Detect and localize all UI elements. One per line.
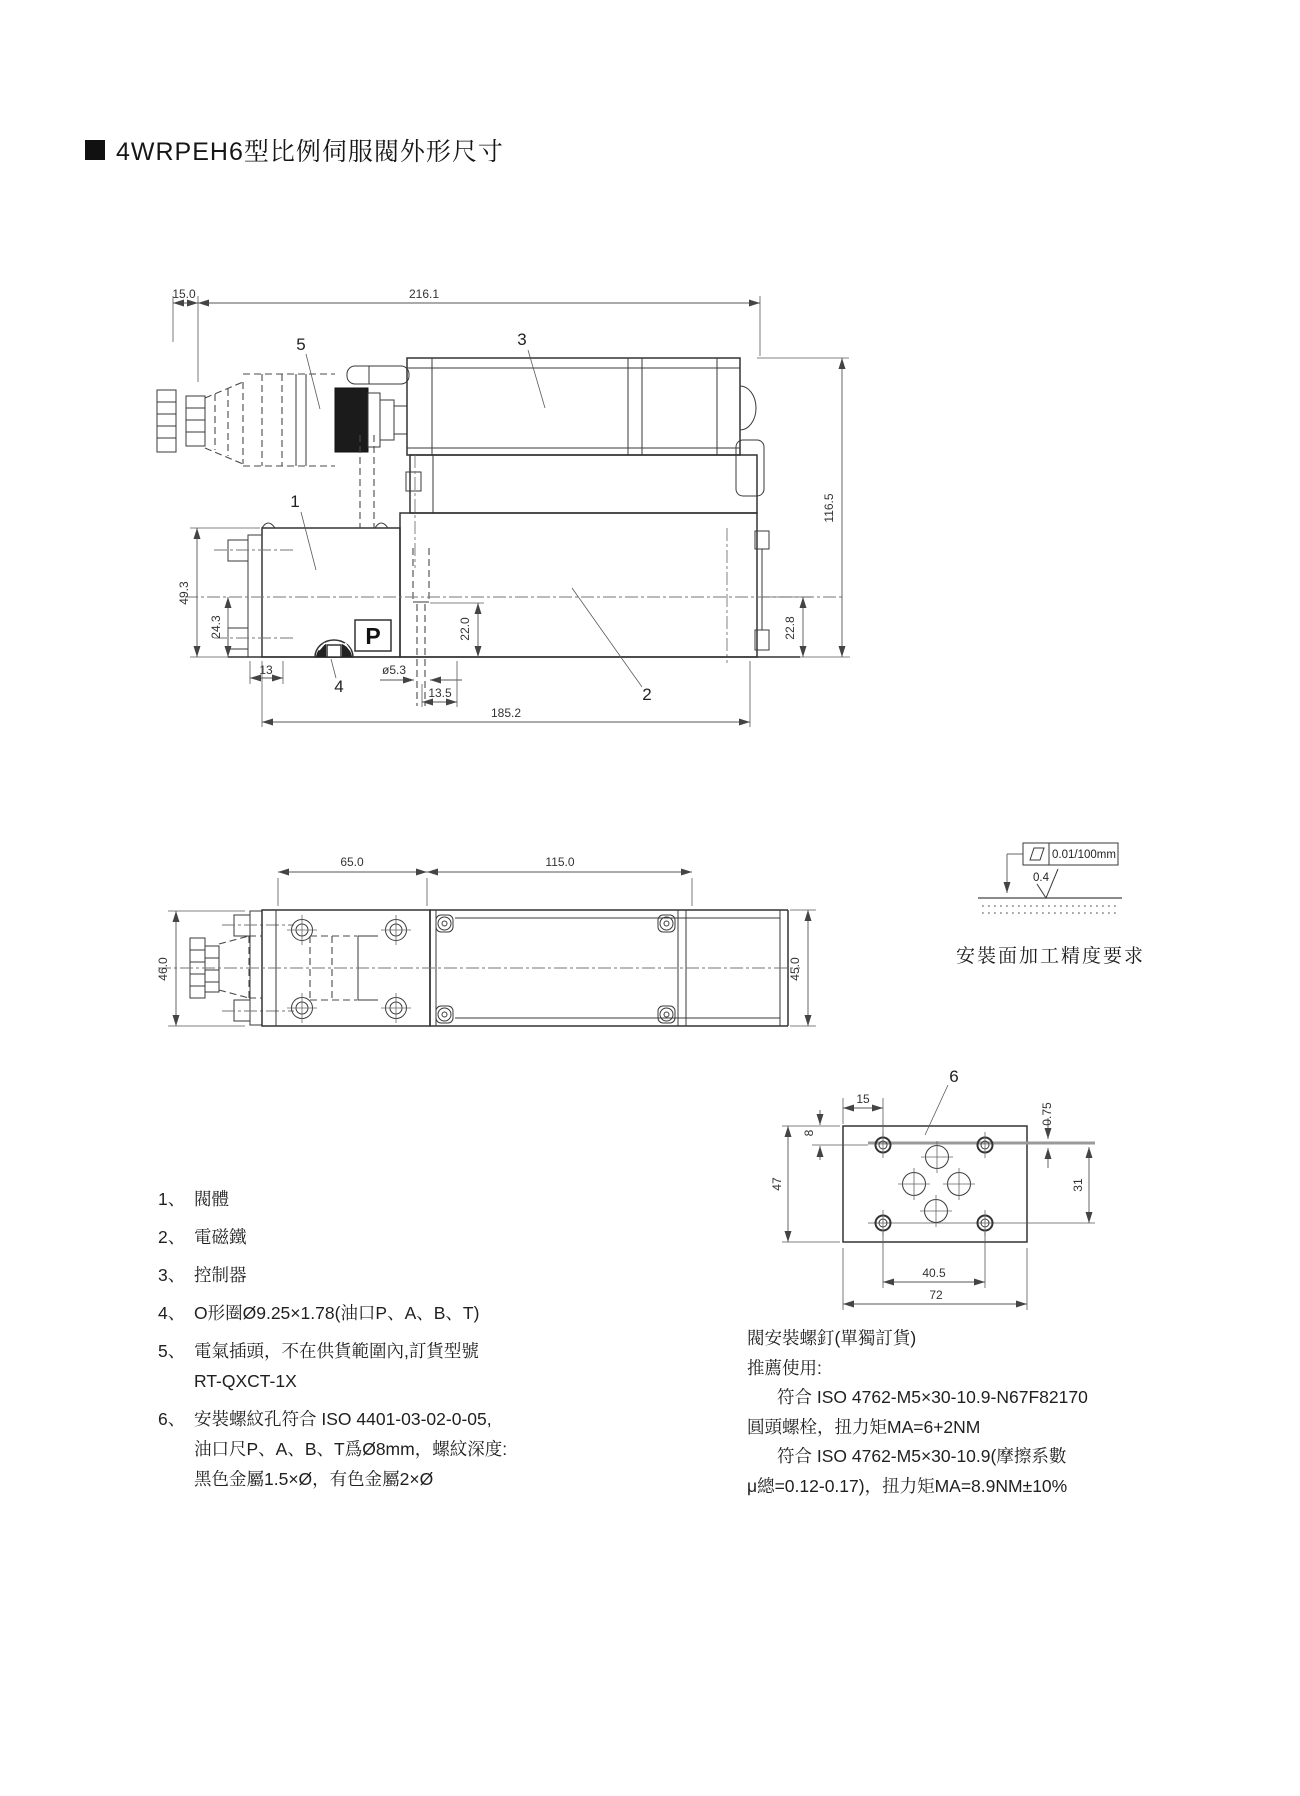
part-label-1: 1 [290,492,300,511]
dim-plate-31: 31 [1071,1178,1085,1192]
note-number: 2、 [158,1227,186,1247]
electrical-connector-side [157,374,407,466]
surface-finish-callout [978,843,1122,913]
screw-note-line: 符合 ISO 4762-M5×30-10.9(摩擦系數 [777,1446,1067,1466]
note-number: 5、 [158,1341,186,1361]
note-item-6 [158,1404,507,1494]
dim-15-0: 15.0 [172,287,196,301]
dim-185-2: 185.2 [490,706,522,720]
part-label-6: 6 [949,1067,959,1086]
screw-note-line: 推薦使用: [747,1357,822,1378]
dim-13: 13 [259,663,273,677]
part-label-4: 4 [334,677,344,696]
flatness-tolerance-value: 0.01/100mm [1052,849,1116,861]
port-holes [898,1141,975,1227]
dim-216-1: 216.1 [408,287,440,301]
dim-22-8: 22.8 [783,616,797,640]
note-line: 控制器 [194,1265,247,1285]
note-line: 黑色金屬1.5×Ø，有色金屬2×Ø [194,1469,434,1489]
dim-13-5: 13.5 [428,686,452,700]
note-item-3 [158,1260,507,1290]
dim-o5-3: ø5.3 [381,663,407,677]
dim-116-5: 116.5 [822,493,836,523]
note-number: 6、 [158,1409,186,1429]
note-item-5 [158,1336,507,1396]
port-p-marking: P [365,623,381,649]
dim-plate-0-75: 0.75 [1040,1102,1054,1126]
side-view [157,287,850,727]
dim-22-0: 22.0 [458,617,472,641]
note-line: 電磁鐵 [194,1227,247,1247]
note-line: 閥體 [194,1189,229,1209]
note-item-2 [158,1222,507,1252]
page-title-text: 4WRPEH6型比例伺服閥外形尺寸 [116,138,504,166]
dim-45-0: 45.0 [788,957,802,981]
dim-plate-72: 72 [929,1288,943,1302]
mounting-plate-view [770,1067,1095,1310]
screw-note-line: 圓頭螺栓，扭力矩MA=6+2NM [747,1416,981,1437]
dim-plate-8: 8 [802,1129,816,1137]
note-number: 1、 [158,1189,186,1209]
note-item-4 [158,1298,507,1328]
dim-plate-15: 15 [856,1092,870,1106]
note-line: 電氣插頭，不在供貨範圍內,訂貨型號 [194,1341,479,1361]
part-label-3: 3 [517,330,527,349]
part-notes-list [158,1184,507,1502]
mounting-screw-note [747,1324,1088,1501]
flange-housing [406,440,764,513]
electrical-connector-top [190,936,262,998]
screw-note-line: 閥安裝螺釘(單獨訂貨) [747,1328,917,1348]
roughness-value: 0.4 [1033,872,1049,884]
top-view-dimensions [156,855,816,1026]
controller-housing [347,358,756,455]
screw-note-line: μ總=0.12-0.17)，扭力矩MA=8.9NM±10% [747,1475,1068,1496]
side-view-dimensions [172,287,849,727]
screw-note-line: 符合 ISO 4762-M5×30-10.9-N67F82170 [777,1387,1088,1407]
dim-115-0: 115.0 [545,855,575,869]
part-label-5: 5 [296,335,306,354]
note-number: 4、 [158,1303,186,1323]
part-label-2: 2 [642,685,652,704]
dim-65-0: 65.0 [340,855,364,869]
note-line: 油口尺P、A、B、T爲Ø8mm，螺紋深度: [194,1439,508,1459]
dim-plate-40-5: 40.5 [922,1266,946,1280]
flatness-symbol-icon [1030,848,1044,860]
note-item-1 [158,1184,507,1214]
top-view [156,855,816,1026]
note-line: 安裝螺紋孔符合 ISO 4401-03-02-0-05, [194,1409,492,1429]
note-line: RT-QXCT-1X [194,1371,297,1391]
dim-46-0: 46.0 [156,957,170,981]
note-line: O形圈Ø9.25×1.78(油口P、A、B、T) [194,1303,480,1323]
dim-49-3: 49.3 [177,581,191,605]
surface-finish-caption: 安裝面加工精度要求 [956,946,1146,967]
note-number: 3、 [158,1265,186,1285]
dim-24-3: 24.3 [209,615,223,639]
dim-plate-47: 47 [770,1177,784,1191]
